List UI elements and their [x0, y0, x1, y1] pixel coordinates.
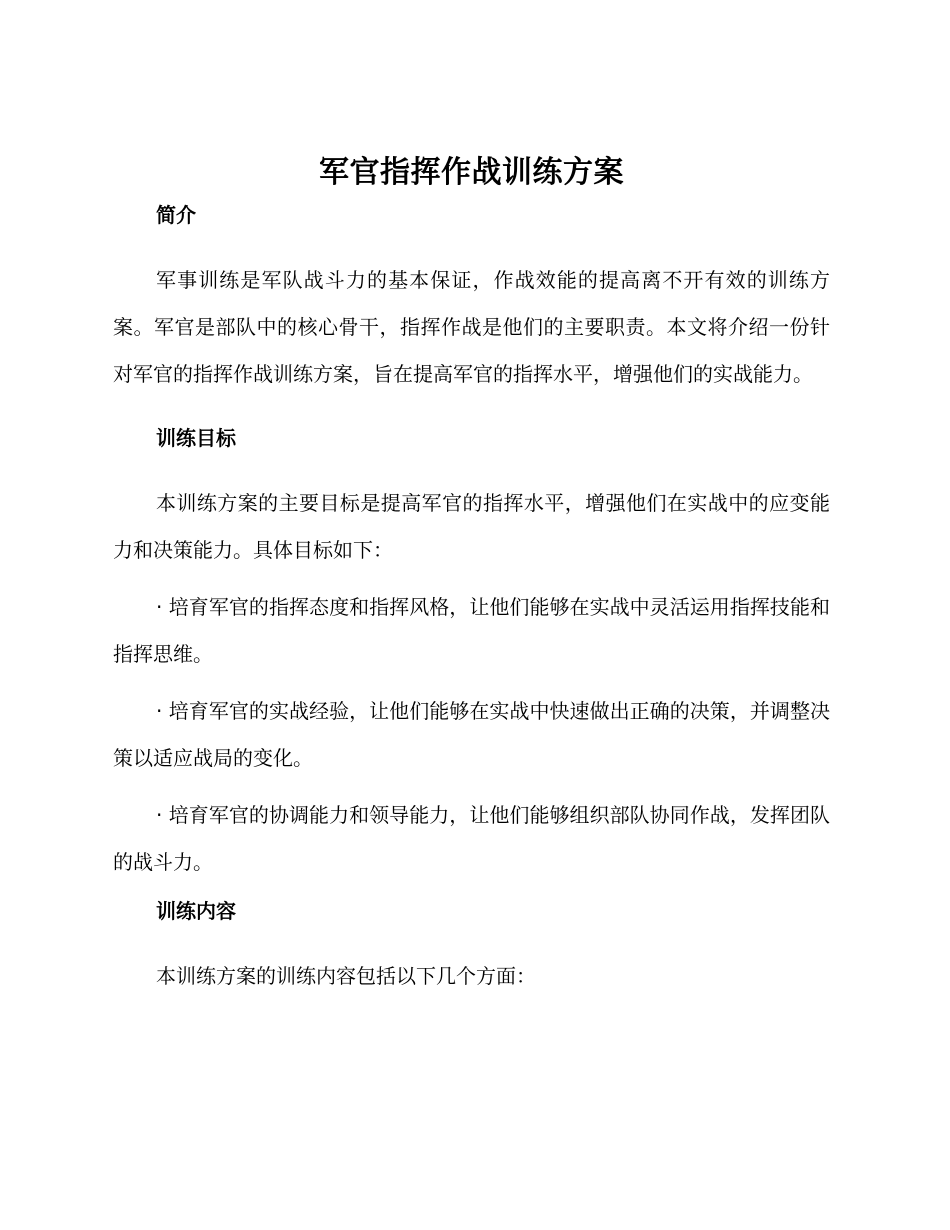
goal-bullet-1: · 培育军官的指挥态度和指挥风格，让他们能够在实战中灵活运用指挥技能和指挥思维。: [113, 595, 830, 666]
section-heading-goals: 训练目标: [156, 426, 236, 450]
document-title: 军官指挥作战训练方案: [319, 155, 624, 190]
section-heading-content: 训练内容: [156, 899, 236, 923]
goal-bullet-2: · 培育军官的实战经验，让他们能够在实战中快速做出正确的决策，并调整决策以适应战局的变化。: [113, 699, 830, 770]
intro-paragraph: 军事训练是军队战斗力的基本保证，作战效能的提高离不开有效的训练方案。军官是部队中的核心骨干，指挥作战是他们的主要职责。本文将介绍一份针对军官的指挥作战训练方案，旨在提高军官的指挥水平，增强他们的实战能力。: [113, 268, 830, 386]
section-heading-intro: 简介: [156, 203, 196, 227]
content-paragraph: 本训练方案的训练内容包括以下几个方面：: [156, 964, 536, 988]
goal-bullet-3: · 培育军官的协调能力和领导能力，让他们能够组织部队协同作战，发挥团队的战斗力。: [113, 803, 830, 874]
goals-paragraph: 本训练方案的主要目标是提高军官的指挥水平，增强他们在实战中的应变能力和决策能力。具体目标如下：: [113, 491, 830, 562]
